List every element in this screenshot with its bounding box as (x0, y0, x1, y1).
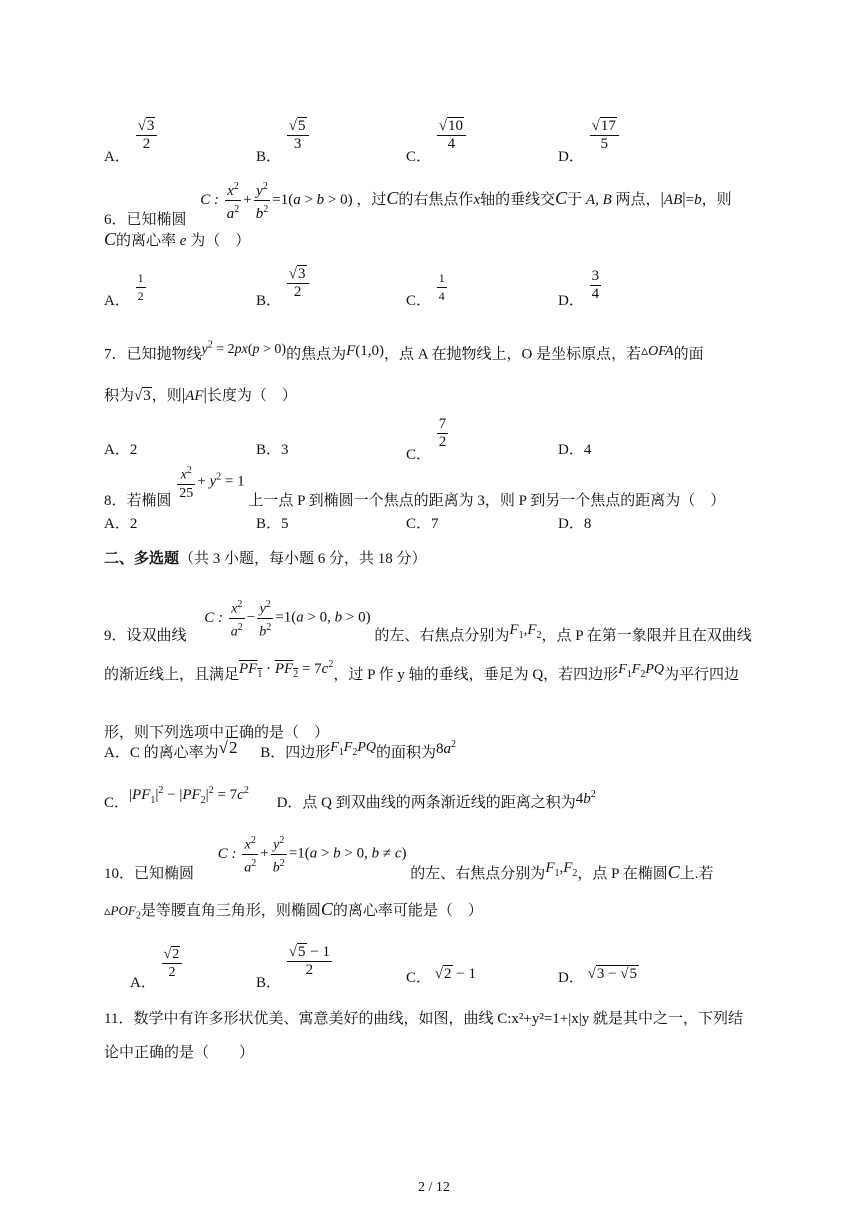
q9-options-ab: A．C 的离心率为√2 B．四边形$F_1F_2PQ$的面积为$8a^2$ (104, 738, 457, 761)
q10-line-2: $▵POF_2$是等腰直角三角形，则椭圆C的离心率可能是（ ） (104, 899, 483, 922)
q10-option-a: A． $\frac{√2}{2}$ (130, 946, 184, 981)
q8-option-d: D．8 (558, 516, 592, 532)
q6-line-1: 6．已知椭圆 C : $\frac{x^2}{a^2}$ + $\frac{y^2}{b^2}$ =1(a > b > 0) ，过C的右焦点作x轴的垂线交C于 A, B 两点，|AB|=b，则 (104, 178, 732, 223)
q11-line-1: 11．数学中有许多形状优美、寓意美好的曲线，如图，曲线 C:x²+y²=1+|x|y 就是其中之一，下列结 (104, 1011, 743, 1027)
q7-option-a: A．2 (104, 442, 138, 458)
q6-option-a: A． $\frac{1}{2}$ (104, 271, 144, 309)
q8-option-c: C．7 (406, 516, 439, 532)
q6-option-d: D． $\frac{3}{4}$ (558, 268, 600, 309)
q7-option-c: C． $\frac{7}{2}$ (406, 416, 447, 463)
page-number: 2 / 12 (418, 1180, 450, 1195)
q5-option-a: A． $\frac{√3}{2}$ (104, 118, 159, 153)
q8-line-1: 8．若椭圆 $\frac{x^2}{25}$ + $y^2 = 1$ 上一点 P 到椭圆一个焦点的距离为 3，则 P 到另一个焦点的距离为（ ） (104, 462, 725, 502)
q6-option-c: C． $\frac{1}{4}$ (406, 271, 445, 309)
q9-line-3: 形，则下列选项中正确的是（ ） (104, 725, 330, 741)
q9-line-2: 的渐近线上，且满足$PF_1 \cdot PF_2 = 7c^2$，过 P 作 y 轴的垂线，垂足为 Q，若四边形$F_1F_2PQ$为平行四边 (104, 659, 739, 683)
q5-option-d: D． $\frac{√17}{5}$ (558, 118, 621, 153)
q7-line-1: 7．已知抛物线$y^2 = 2px(p > 0)$的焦点为F(1,0)，点 A 在抛物线上，O 是坐标原点，若▵OFA的面 (104, 339, 704, 363)
q7-option-b: B．3 (256, 442, 289, 458)
q8-option-a: A．2 (104, 516, 138, 532)
q5-option-b: B． $\frac{√5}{3}$ (256, 118, 311, 153)
q5-option-c: C． $\frac{√10}{4}$ (406, 118, 468, 153)
q10-option-b: B． $\frac{√5 - 1}{2}$ (256, 944, 330, 991)
q11-line-2: 论中正确的是（ ） (104, 1045, 255, 1061)
section-heading: 二、多选题（共 3 小题，每小题 6 分，共 18 分） (104, 551, 427, 567)
q7-line-2: 积为√3，则|AF|长度为（ ） (104, 385, 297, 404)
q9-line-1: 9．设双曲线 C : $\frac{x^2}{a^2}$ − $\frac{y^2}{b^2}$ =1(a > 0, b > 0) 的左、右焦点分别为$F_1,F_2$，点 P 在第一象限并且在双曲线 (104, 596, 752, 640)
q7-option-d: D．4 (558, 442, 592, 458)
q6-option-b: B． $\frac{√3}{2}$ (256, 266, 311, 301)
q5-option-a-value: $\frac{√3}{2}$ (136, 118, 158, 153)
q10-option-d: D． √3 − √5 (558, 966, 638, 986)
q8-option-b: B．5 (256, 516, 289, 532)
q9-options-cd: C．$|PF_1|^2 - |PF_2|^2 = 7c^2$ D．点 Q 到双曲线的两条渐近线的距离之积为$4b^2$ (104, 785, 596, 811)
q6-line-2: C的离心率 e 为（ ） (104, 229, 251, 249)
q10-option-c: C． √2 − 1 (406, 966, 476, 986)
q10-line-1: 10．已知椭圆 C : $\frac{x^2}{a^2}$ + $\frac{y^2}{b^2}$ =1(a > b > 0, b ≠ c) 的左、右焦点分别为$F_1,F_2$，点 P 在椭圆C上.若 (104, 832, 713, 876)
